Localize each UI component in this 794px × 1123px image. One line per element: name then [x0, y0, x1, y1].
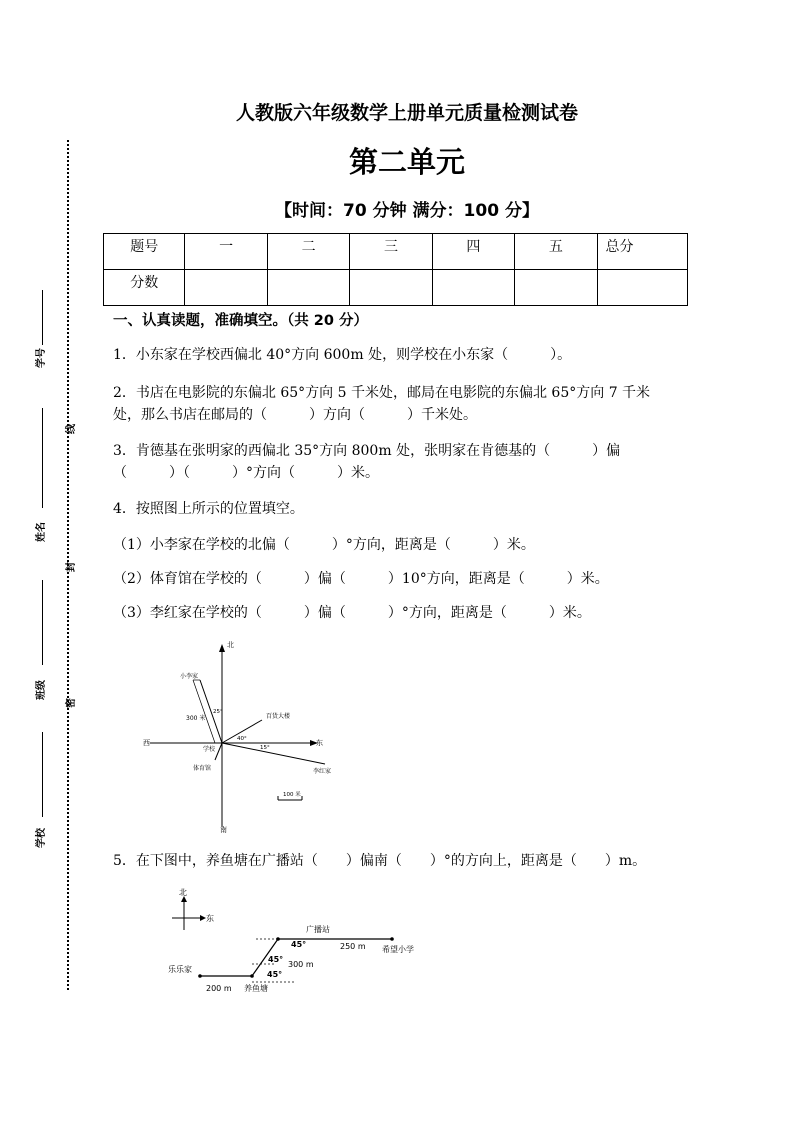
broadcast-label: 广播站: [306, 925, 330, 934]
score-row-label: 分数: [104, 270, 185, 306]
question-5: 5．在下图中，养鱼塘在广播站（ ）偏南（ ）°的方向上，距离是（ ）m。: [113, 853, 647, 869]
angle-45-top-label: 45°: [291, 940, 307, 949]
distance-300-label: 300 米: [186, 715, 206, 722]
lele-house-label: 乐乐家: [168, 965, 192, 974]
dept-store-label: 百货大楼: [266, 713, 291, 720]
north-label: 北: [227, 641, 234, 649]
field-line-class: [42, 580, 43, 665]
angle-15-label: 15°: [260, 745, 270, 751]
line-to-lihong-house: [222, 743, 325, 764]
score-cell[interactable]: [515, 270, 597, 306]
field-line-name: [42, 408, 43, 508]
score-table-score-row: [104, 270, 688, 306]
question-4-3: （3）李红家在学校的（ ）偏（ ）°方向，距离是（ ）米。: [113, 605, 591, 621]
field-line-school: [42, 732, 43, 817]
score-cell[interactable]: [267, 270, 349, 306]
distance-250-label: 250 m: [340, 942, 366, 951]
angle-45-mid-label: 45°: [267, 970, 283, 979]
mini-north-label: 北: [179, 888, 187, 897]
south-label: 南: [220, 826, 227, 834]
field-label-student-id: 学号: [36, 348, 47, 368]
line-to-xiaoli-house-edge: [193, 680, 215, 743]
lihong-house-label: 李红家: [313, 768, 332, 775]
angle-45-bottom-label: 45°: [268, 955, 284, 964]
score-header-cell: 总分: [597, 234, 687, 270]
angle-40-label: 40°: [237, 736, 247, 742]
score-header-cell: 三: [350, 234, 432, 270]
score-table: [103, 233, 688, 306]
school-label: 希望小学: [382, 945, 414, 954]
question-1: 1．小东家在学校西偏北 40°方向 600m 处，则学校在小东家（ ）。: [113, 347, 572, 363]
scale-label: 100 米: [283, 792, 301, 798]
question-4-2: （2）体育馆在学校的（ ）偏（ ）10°方向，距离是（ ）米。: [113, 571, 609, 587]
distance-200-label: 200 m: [206, 984, 232, 993]
score-header-cell: 题号: [104, 234, 185, 270]
score-header-cell: 五: [515, 234, 597, 270]
question-3-line-1: 3．肯德基在张明家的西偏北 35°方向 800m 处，张明家在肯德基的（ ）偏: [113, 443, 621, 459]
score-table-header-row: [104, 234, 688, 270]
score-cell[interactable]: [350, 270, 432, 306]
xiaoli-house-label: 小李家: [180, 673, 199, 680]
question-4: 4．按照图上所示的位置填空。: [113, 501, 304, 517]
north-arrow-icon: [219, 644, 225, 652]
field-label-name: 姓名: [36, 522, 47, 542]
angle-25-label: 25°: [213, 709, 223, 715]
score-header-cell: 四: [432, 234, 514, 270]
score-cell[interactable]: [597, 270, 687, 306]
time-info: 【时间：70 分钟 满分：100 分】: [275, 201, 539, 221]
question-3-line-2: （ ）（ ）°方向（ ）米。: [113, 465, 379, 481]
east-label: 东: [316, 739, 323, 747]
score-cell[interactable]: [432, 270, 514, 306]
exam-title: 人教版六年级数学上册单元质量检测试卷: [235, 102, 578, 124]
seal-char-secret: 密: [66, 698, 77, 708]
gym-label: 体育馆: [193, 765, 212, 772]
score-cell[interactable]: [185, 270, 267, 306]
position-map-figure: [130, 632, 350, 842]
question-2-line-1: 2．书店在电影院的东偏北 65°方向 5 千米处，邮局在电影院的东偏北 65°方向 7 千米: [113, 385, 651, 401]
field-label-class: 班级: [36, 680, 47, 700]
field-line-student-id: [42, 290, 43, 345]
fish-pond-label: 养鱼塘: [244, 984, 268, 993]
fish-pond-figure: [160, 888, 440, 998]
question-2-line-2: 处，那么书店在邮局的（ ）方向（ ）千米处。: [113, 407, 477, 423]
distance-300-label: 300 m: [288, 960, 314, 969]
field-label-school: 学校: [36, 828, 47, 848]
seal-char-seal: 封: [66, 562, 77, 572]
section-title: 一、认真读题，准确填空。（共 20 分）: [113, 313, 369, 329]
seal-char-line: 线: [66, 424, 77, 434]
school-label: 学校: [203, 746, 216, 753]
line-to-gym: [215, 743, 222, 760]
score-header-cell: 一: [185, 234, 267, 270]
question-4-1: （1）小李家在学校的北偏（ ）°方向，距离是（ ）米。: [113, 537, 535, 553]
mini-east-label: 东: [206, 914, 214, 923]
west-label: 西: [143, 739, 150, 747]
score-header-cell: 二: [267, 234, 349, 270]
unit-title: 第二单元: [348, 145, 465, 179]
